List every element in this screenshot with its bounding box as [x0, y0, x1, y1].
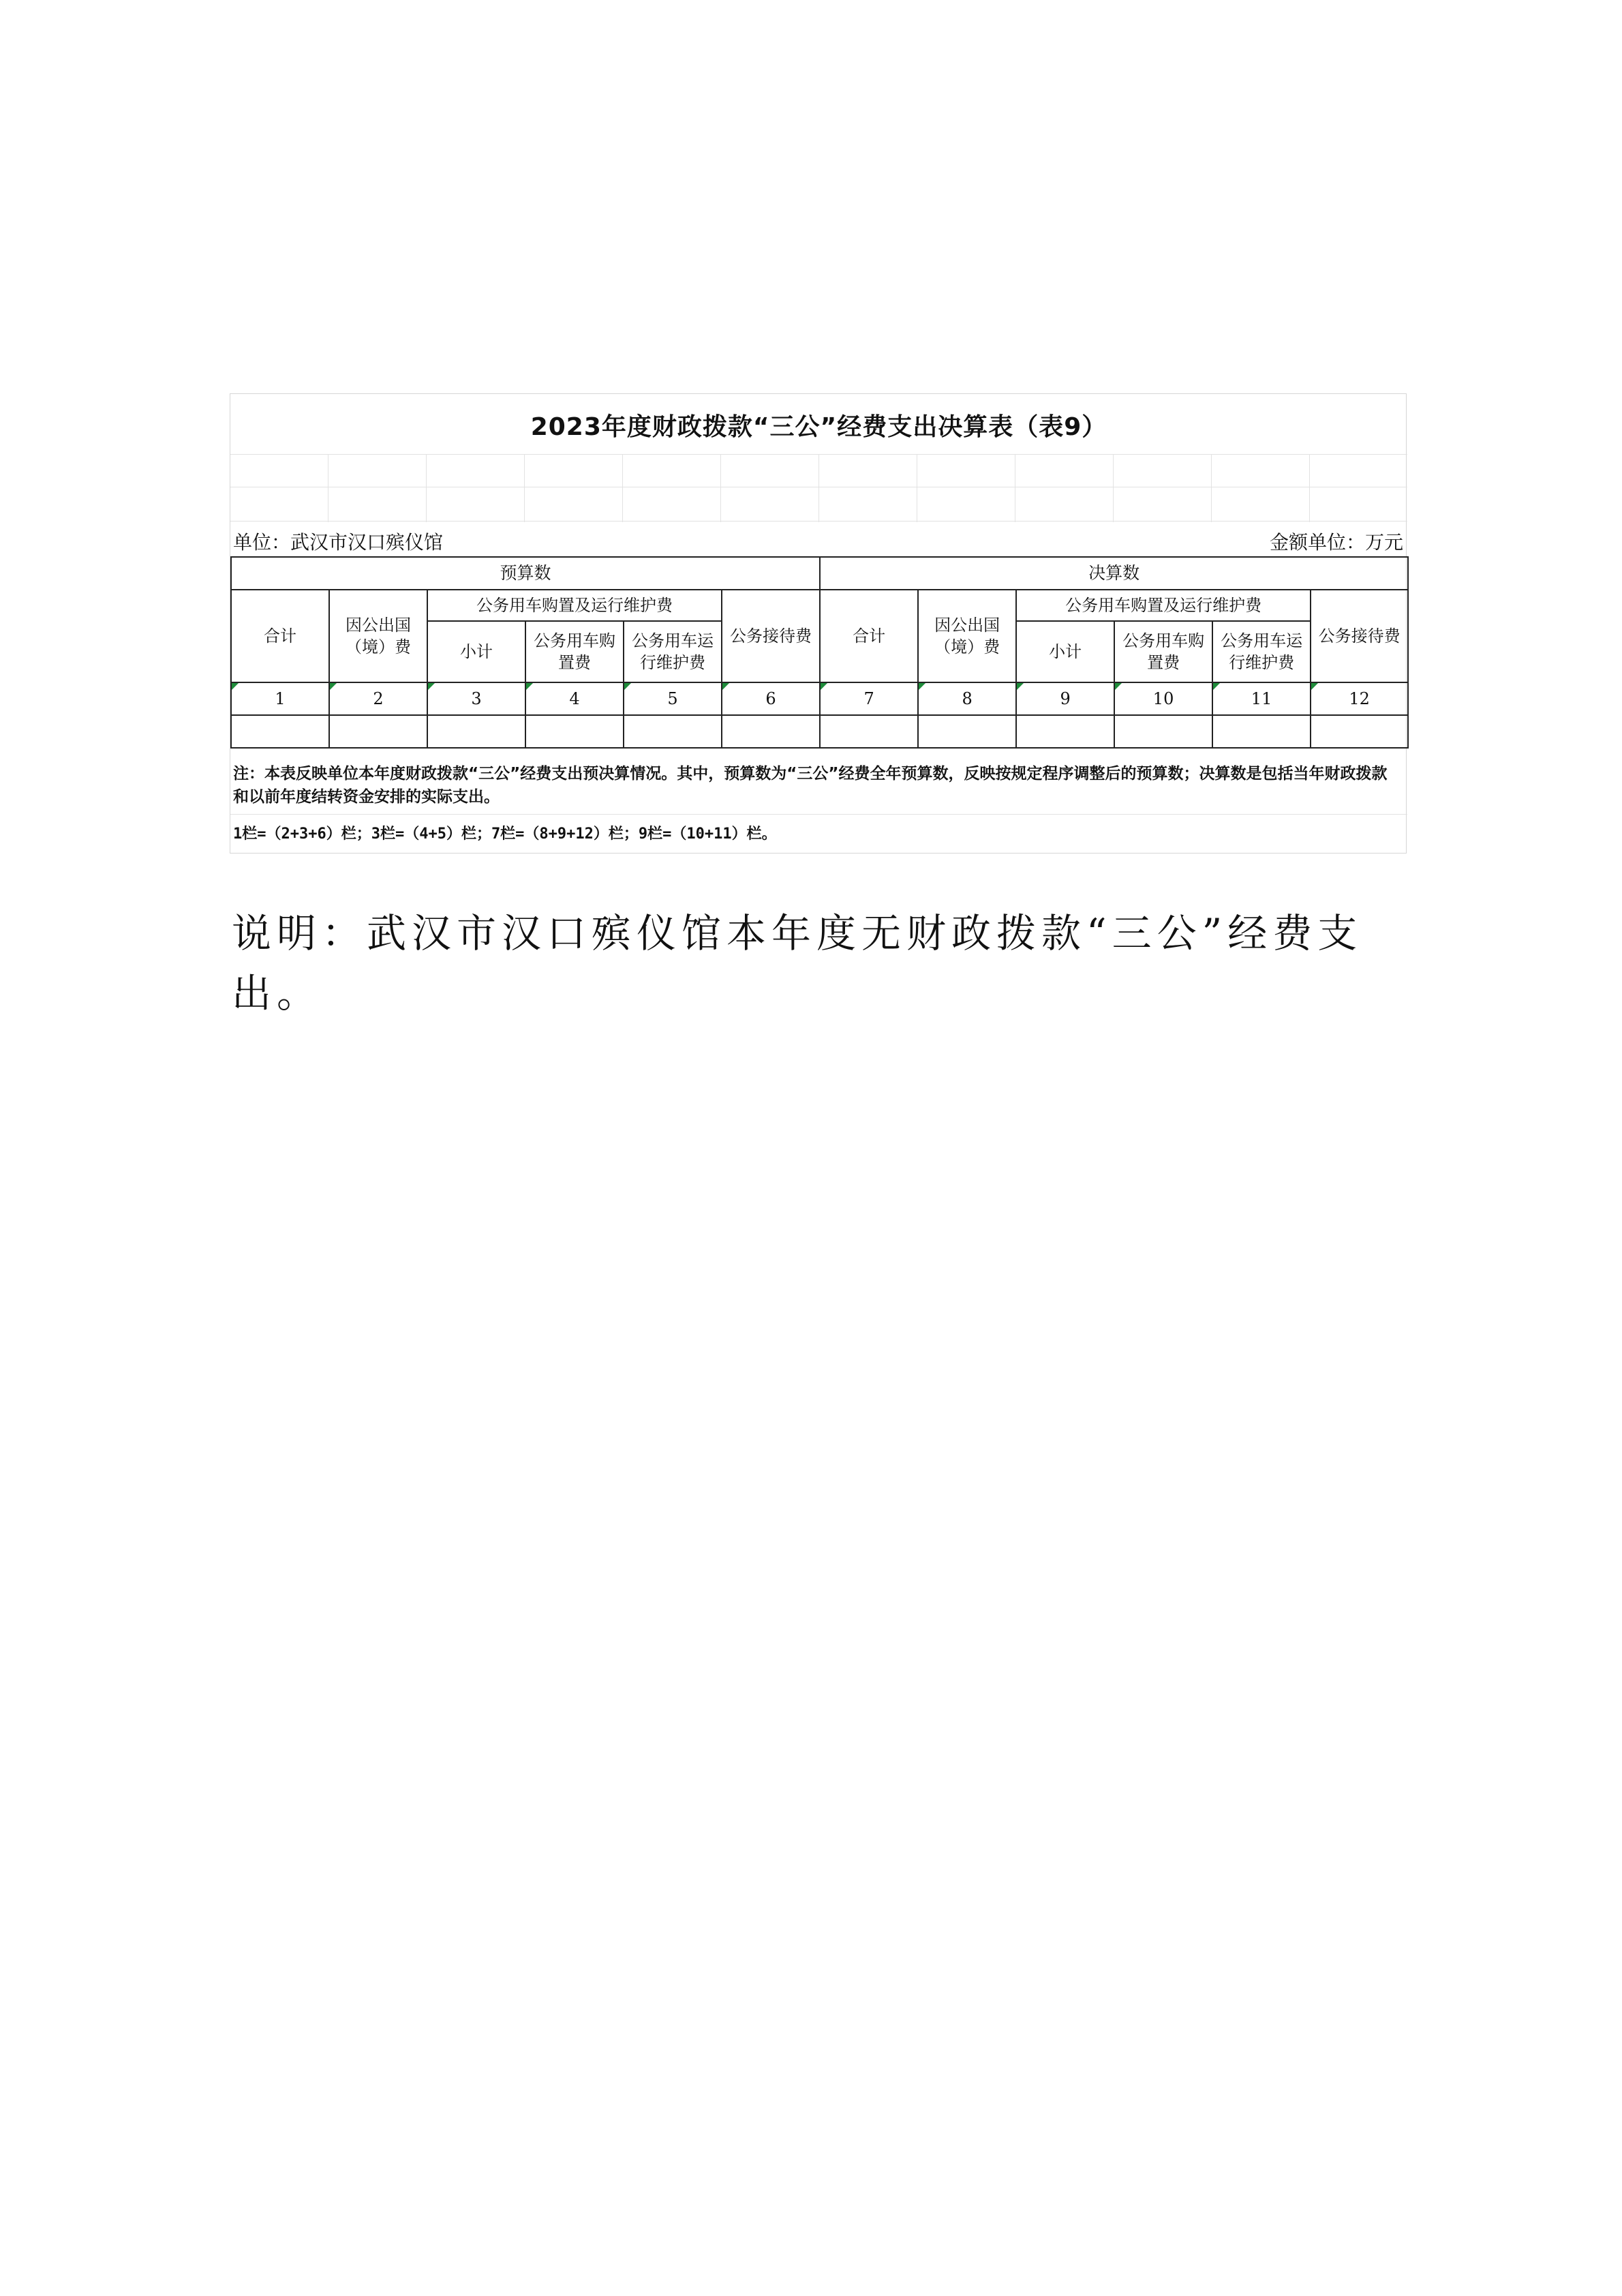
gridline — [818, 454, 819, 522]
unit-label: 单位：武汉市汉口殡仪馆 — [233, 531, 444, 554]
gridline — [622, 454, 623, 522]
header-actual-vehicle-group: 公务用车购置及运行维护费 — [1016, 590, 1311, 621]
column-number: 2 — [329, 682, 427, 715]
data-cell — [231, 715, 329, 748]
header-budget-vehicle-operation: 公务用车运行维护费 — [624, 621, 722, 682]
spreadsheet-image — [230, 393, 1407, 854]
column-number: 12 — [1311, 682, 1408, 715]
gridline — [720, 454, 721, 522]
header-budget-vehicle-purchase: 公务用车购置费 — [525, 621, 624, 682]
amount-unit-label: 金额单位：万元 — [1269, 531, 1403, 554]
gridline — [524, 454, 525, 522]
column-number: 6 — [722, 682, 820, 715]
data-cell — [1114, 715, 1212, 748]
gridline — [1113, 454, 1114, 522]
data-cell — [722, 715, 820, 748]
data-cell — [1311, 715, 1408, 748]
data-cell — [1212, 715, 1311, 748]
header-budget-reception: 公务接待费 — [722, 590, 820, 682]
column-number: 4 — [525, 682, 624, 715]
gridline — [426, 454, 427, 522]
data-cell — [427, 715, 525, 748]
three-public-expense-table — [230, 556, 1409, 749]
column-number: 5 — [624, 682, 722, 715]
header-actual-vehicle-purchase: 公务用车购置费 — [1114, 621, 1212, 682]
data-cell — [329, 715, 427, 748]
data-cell — [918, 715, 1016, 748]
data-cell — [525, 715, 624, 748]
header-actual-total: 合计 — [820, 590, 918, 682]
gridline — [230, 814, 1407, 815]
column-number: 11 — [1212, 682, 1311, 715]
data-cell — [820, 715, 918, 748]
header-budget-vehicle-group: 公务用车购置及运行维护费 — [427, 590, 722, 621]
header-actual-subtotal: 小计 — [1016, 621, 1114, 682]
column-number: 9 — [1016, 682, 1114, 715]
column-number: 7 — [820, 682, 918, 715]
header-actual-reception: 公务接待费 — [1311, 590, 1408, 682]
column-number: 8 — [918, 682, 1016, 715]
header-actual-vehicle-operation: 公务用车运行维护费 — [1212, 621, 1311, 682]
gridline — [1309, 454, 1310, 522]
header-budget-abroad: 因公出国（境）费 — [329, 590, 427, 682]
column-number: 1 — [231, 682, 329, 715]
header-budget-subtotal: 小计 — [427, 621, 525, 682]
column-number: 10 — [1114, 682, 1212, 715]
data-cell — [624, 715, 722, 748]
table-title: 2023年度财政拨款“三公”经费支出决算表（表9） — [530, 413, 1107, 441]
table-note: 注：本表反映单位本年度财政拨款“三公”经费支出预决算情况。其中，预算数为“三公”经费全年预算数，反映按规定程序调整后的预算数；决算数是包括当年财政拨款和以前年度结转资金安排的实际支出。 — [233, 765, 1388, 806]
gridline — [1211, 454, 1212, 522]
header-actual-group: 决算数 — [820, 557, 1408, 590]
explanation-text: 说明：武汉市汉口殡仪馆本年度无财政拨款“三公”经费支出。 — [232, 910, 1363, 1016]
header-budget-group: 预算数 — [231, 557, 820, 590]
header-budget-total: 合计 — [231, 590, 329, 682]
column-formula: 1栏=（2+3+6）栏；3栏=（4+5）栏；7栏=（8+9+12）栏；9栏=（10+11）栏。 — [233, 826, 777, 843]
header-actual-abroad: 因公出国（境）费 — [918, 590, 1016, 682]
data-cell — [1016, 715, 1114, 748]
column-number: 3 — [427, 682, 525, 715]
